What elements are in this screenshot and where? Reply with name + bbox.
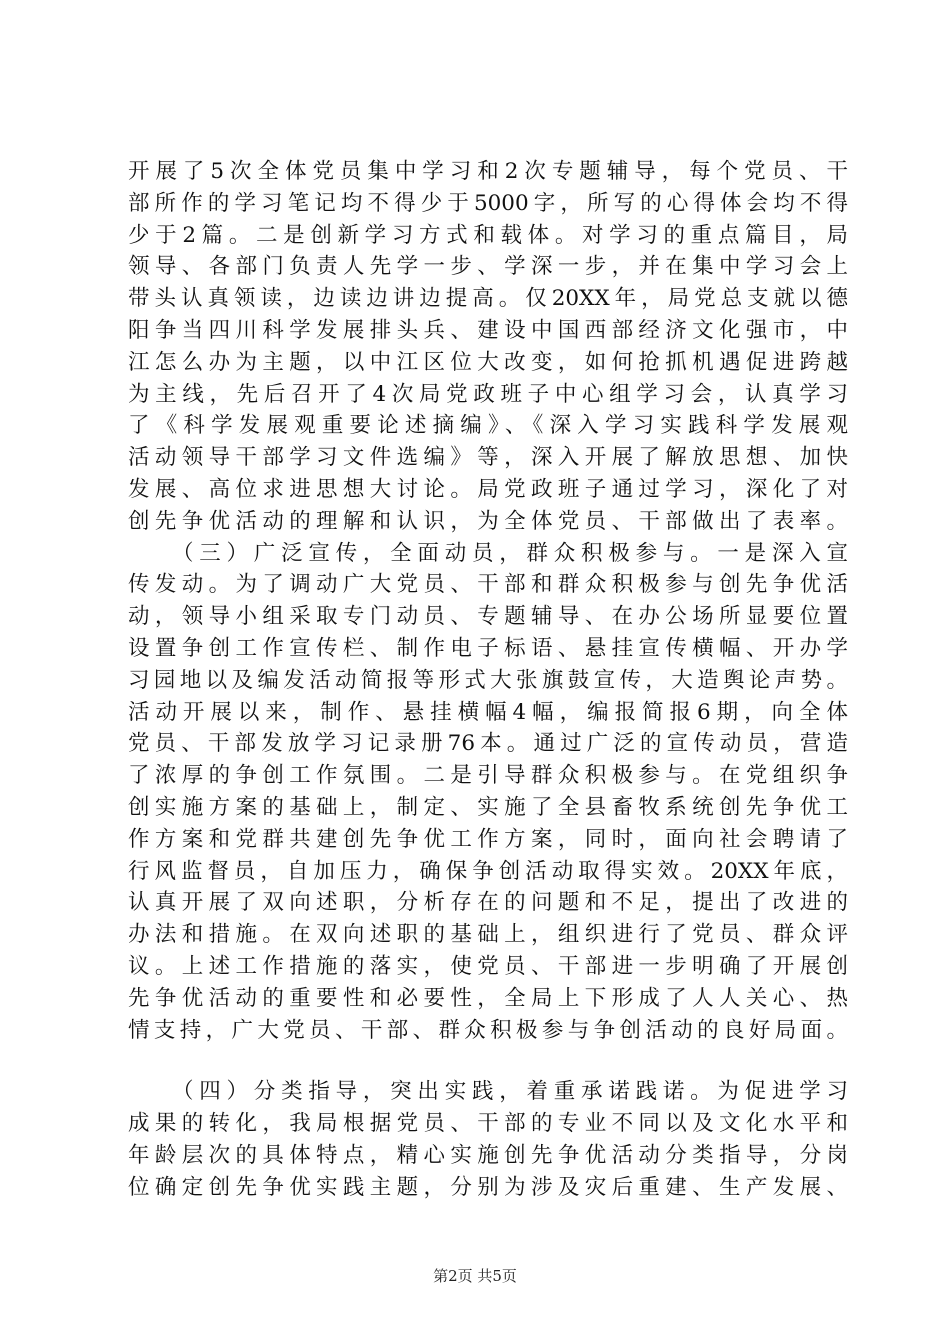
paragraph-study-work bbox=[128, 156, 848, 538]
text-line: 办法和措施。在双向述职的基础上，组织进行了党员、群众评 bbox=[128, 922, 848, 948]
text-line: 认真开展了双向述职，分析存在的问题和不足，提出了改进的 bbox=[128, 890, 848, 916]
text-line: 发展、高位求进思想大讨论。局党政班子通过学习，深化了对 bbox=[128, 476, 848, 502]
text-line: 成果的转化，我局根据党员、干部的专业不同以及文化水平和 bbox=[128, 1111, 848, 1137]
text-line: 为主线，先后召开了4次局党政班子中心组学习会，认真学习 bbox=[128, 381, 848, 407]
text-line: 创先争优活动的理解和认识，为全体党员、干部做出了表率。 bbox=[128, 508, 848, 534]
text-line: 带头认真领读，边读边讲边提高。仅20XX年，局党总支就以德 bbox=[128, 286, 848, 312]
text-line: 年龄层次的具体特点，精心实施创先争优活动分类指导，分岗 bbox=[128, 1142, 848, 1168]
text-line: 活动领导干部学习文件选编》等，深入开展了解放思想、加快 bbox=[128, 445, 848, 471]
text-line: 先争优活动的重要性和必要性，全局上下形成了人人关心、热 bbox=[128, 985, 848, 1011]
text-line: 行风监督员，自加压力，确保争创活动取得实效。20XX年底， bbox=[128, 858, 848, 884]
text-line: 阳争当四川科学发展排头兵、建设中国西部经济文化强市，中 bbox=[128, 317, 848, 343]
text-line: 活动开展以来，制作、悬挂横幅4幅，编报简报6期，向全体 bbox=[128, 699, 848, 725]
document-body bbox=[128, 156, 848, 1204]
text-line: 领导、各部门负责人先学一步、学深一步，并在集中学习会上 bbox=[128, 254, 848, 280]
paragraph-gap bbox=[128, 1046, 848, 1076]
text-line: 党员、干部发放学习记录册76本。通过广泛的宣传动员，营造 bbox=[128, 731, 848, 757]
text-line: 了《科学发展观重要论述摘编》、《深入学习实践科学发展观 bbox=[128, 413, 848, 439]
text-line: 位确定创先争优实践主题，分别为涉及灾后重建、生产发展、 bbox=[128, 1174, 848, 1200]
text-line: （三）广泛宣传，全面动员，群众积极参与。一是深入宣 bbox=[172, 540, 848, 566]
text-line: 传发动。为了调动广大党员、干部和群众积极参与创先争优活 bbox=[128, 572, 848, 598]
page-number: 第2页 共5页 bbox=[433, 1267, 517, 1285]
text-line: 作方案和党群共建创先争优工作方案，同时，面向社会聘请了 bbox=[128, 826, 848, 852]
text-line: 部所作的学习笔记均不得少于5000字，所写的心得体会均不得 bbox=[128, 190, 848, 216]
text-line: 设置争创工作宣传栏、制作电子标语、悬挂宣传横幅、开办学 bbox=[128, 635, 848, 661]
text-line: 少于2篇。二是创新学习方式和载体。对学习的重点篇目，局 bbox=[128, 222, 848, 248]
text-line: 动，领导小组采取专门动员、专题辅导、在办公场所显要位置 bbox=[128, 604, 848, 630]
text-line: 习园地以及编发活动简报等形式大张旗鼓宣传，大造舆论声势。 bbox=[128, 667, 848, 693]
text-line: 了浓厚的争创工作氛围。二是引导群众积极参与。在党组织争 bbox=[128, 763, 848, 789]
text-line: 江怎么办为主题，以中江区位大改变，如何抢抓机遇促进跨越 bbox=[128, 349, 848, 375]
text-line: 创实施方案的基础上，制定、实施了全县畜牧系统创先争优工 bbox=[128, 794, 848, 820]
text-line: 议。上述工作措施的落实，使党员、干部进一步明确了开展创 bbox=[128, 953, 848, 979]
paragraph-guidance bbox=[128, 1076, 848, 1203]
paragraph-publicity bbox=[128, 538, 848, 1047]
text-line: 情支持，广大党员、干部、群众积极参与争创活动的良好局面。 bbox=[128, 1017, 848, 1043]
text-line: （四）分类指导，突出实践，着重承诺践诺。为促进学习 bbox=[172, 1079, 848, 1105]
text-line: 开展了5次全体党员集中学习和2次专题辅导，每个党员、干 bbox=[128, 159, 848, 184]
